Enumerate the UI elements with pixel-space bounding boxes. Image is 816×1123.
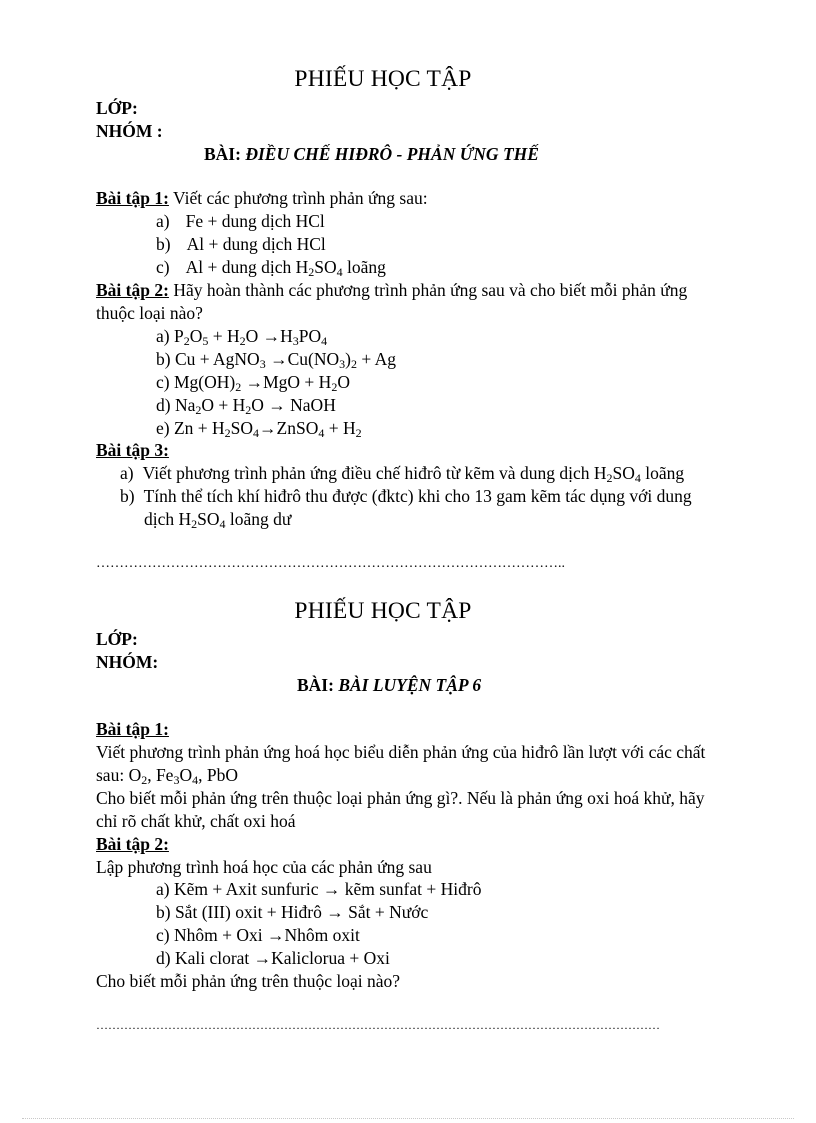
sheet1-lesson-heading: [204, 143, 539, 165]
subscript: 2: [235, 380, 242, 394]
text: SO: [197, 509, 220, 529]
text: e) Zn + H: [156, 418, 225, 438]
text: O: [179, 765, 193, 785]
sheet2-title: PHIẾU HỌC TẬP: [294, 598, 472, 624]
sheet2-class-label: LỚP:: [96, 629, 138, 649]
text: ): [345, 349, 351, 369]
sheet2-ex1-line4: chỉ rõ chất khử, chất oxi hoá: [96, 811, 296, 831]
subscript: 2: [308, 265, 315, 279]
subscript: 2: [195, 403, 202, 417]
subscript: 2: [606, 471, 613, 485]
item-marker: b): [156, 234, 171, 254]
sheet1-ex1-text: Viết các phương trình phản ứng sau:: [168, 188, 428, 208]
sheet2-group-label: NHÓM:: [96, 652, 159, 672]
sheet2-ex2-closing: Cho biết mỗi phản ứng trên thuộc loại nào?: [96, 971, 401, 991]
subscript: 2: [355, 426, 362, 440]
subscript: 4: [192, 773, 199, 787]
item-marker: c): [156, 257, 170, 277]
subscript: 3: [259, 357, 266, 371]
sheet1-lesson-title: ĐIỀU CHẾ HIĐRÔ - PHẢN ỨNG THẾ: [245, 144, 539, 164]
text: O → NaOH: [251, 395, 336, 415]
sheet1-ex1-item-c: [156, 256, 386, 278]
text: loãng dư: [225, 509, 292, 529]
item-marker: a): [156, 211, 170, 231]
subscript: 5: [202, 334, 209, 348]
sheet1-ex1-item-b: [156, 233, 326, 255]
subscript: 4: [318, 426, 325, 440]
text: SO: [314, 257, 337, 277]
sheet1-ex2-prompt: [96, 279, 687, 301]
sheet2-lesson-heading: [297, 674, 481, 696]
text: d) Na: [156, 395, 196, 415]
subscript: 2: [331, 380, 338, 394]
text: b) Cu + AgNO: [156, 349, 260, 369]
subscript: 2: [350, 357, 357, 371]
text: + H: [208, 326, 240, 346]
sheet1-ex2-eq-c: [156, 371, 350, 393]
sheet2-lesson-title: BÀI LUYỆN TẬP 6: [338, 675, 482, 695]
item-text: Fe + dung dịch HCl: [185, 211, 325, 231]
sheet1-ex2-eq-d: [156, 394, 336, 416]
subscript: 4: [336, 265, 343, 279]
text: SO: [612, 463, 635, 483]
text: O →H: [245, 326, 293, 346]
sheet1-title: PHIẾU HỌC TẬP: [294, 66, 472, 92]
sheet1-ex2-eq-a: [156, 325, 327, 347]
subscript: 2: [141, 773, 148, 787]
text: + Ag: [356, 349, 396, 369]
text: Al + dung dịch H: [185, 257, 309, 277]
sheet2-ex1-line2: [96, 764, 238, 786]
text: dịch H: [144, 509, 192, 529]
text: →MgO + H: [241, 372, 332, 392]
text: Tính thể tích khí hiđrô thu được (đktc) khi cho 13 gam kẽm tác dụng với dung: [143, 486, 692, 506]
subscript: 2: [183, 334, 190, 348]
subscript: 3: [173, 773, 180, 787]
subscript: 4: [321, 334, 328, 348]
text: →Cu(NO: [265, 349, 340, 369]
item-marker: b): [120, 486, 135, 506]
sheet1-ex2-eq-e: [156, 417, 362, 439]
sheet1-ex2-eq-b: [156, 348, 396, 370]
sheet2-ex1-label: Bài tập 1:: [96, 719, 169, 739]
subscript: 4: [634, 471, 641, 485]
sheet1-lesson-prefix: BÀI:: [204, 144, 246, 164]
text: loãng: [342, 257, 386, 277]
subscript: 3: [292, 334, 299, 348]
sheet2-ex2-item-d: d) Kali clorat →Kaliclorua + Oxi: [156, 948, 390, 968]
subscript: 2: [191, 517, 198, 531]
sheet2-ex2-item-b: b) Sắt (III) oxit + Hiđrô → Sắt + Nước: [156, 902, 429, 922]
sheet2-lesson-prefix: BÀI:: [297, 675, 339, 695]
text: + H: [324, 418, 356, 438]
sheet1-class-label: LỚP:: [96, 98, 138, 118]
sheet2-ex1-line1: Viết phương trình phản ứng hoá học biểu diễn phản ứng của hiđrô lần lượt với các chất: [96, 742, 706, 762]
text: →ZnSO: [259, 418, 319, 438]
sheet1-ex3-label: Bài tập 3:: [96, 440, 169, 460]
sheet2-ex2-intro: Lập phương trình hoá học của các phản ứng sau: [96, 857, 432, 877]
sheet2-ex2-item-c: c) Nhôm + Oxi →Nhôm oxit: [156, 925, 360, 945]
sheet1-ex1-label: Bài tập 1:: [96, 188, 169, 208]
text: a) P: [156, 326, 184, 346]
subscript: 4: [253, 426, 260, 440]
text: SO: [230, 418, 254, 438]
sheet2-ex2-label: Bài tập 2:: [96, 834, 169, 854]
text: O: [337, 372, 350, 392]
sheet2-ex2-item-a: a) Kẽm + Axit sunfuric → kẽm sunfat + Hiđrô: [156, 879, 482, 899]
sheet1-ex3-item-b: [120, 485, 692, 507]
subscript: 3: [339, 357, 346, 371]
sheet1-ex2-text: Hãy hoàn thành các phương trình phản ứng sau và cho biết mỗi phản ứng: [168, 280, 688, 300]
sheet1-ex1-item-a: [156, 210, 325, 232]
page-break-line: [22, 1118, 794, 1119]
sheet2-separator: ……………………………………………………………………………………………………………………………: [96, 1018, 660, 1032]
text: Viết phương trình phản ứng điều chế hiđrô từ kẽm và dung dịch H: [142, 463, 607, 483]
subscript: 2: [245, 403, 252, 417]
text: O: [189, 326, 203, 346]
text: , PbO: [198, 765, 238, 785]
sheet1-group-label: NHÓM :: [96, 121, 163, 141]
sheet1-ex2-text-line2: thuộc loại nào?: [96, 303, 203, 323]
subscript: 2: [239, 334, 246, 348]
text: c) Mg(OH): [156, 372, 236, 392]
text: , Fe: [147, 765, 174, 785]
sheet1-ex3-item-b-line2: [144, 508, 291, 530]
sheet1-ex2-label: Bài tập 2:: [96, 280, 169, 300]
sheet1-ex3-item-a: [120, 462, 684, 484]
subscript: 4: [219, 517, 226, 531]
text: sau: O: [96, 765, 142, 785]
item-text: Al + dung dịch HCl: [186, 234, 326, 254]
sheet1-ex1-prompt: [96, 187, 428, 209]
sheet1-separator: ………………………………………………………………………………………..: [96, 556, 565, 571]
text: PO: [298, 326, 322, 346]
text: O + H: [201, 395, 246, 415]
item-marker: a): [120, 463, 134, 483]
sheet2-ex1-line3: Cho biết mỗi phản ứng trên thuộc loại phản ứng gì?. Nếu là phản ứng oxi hoá khử, hãy: [96, 788, 705, 808]
text: loãng: [640, 463, 685, 483]
subscript: 2: [224, 426, 231, 440]
